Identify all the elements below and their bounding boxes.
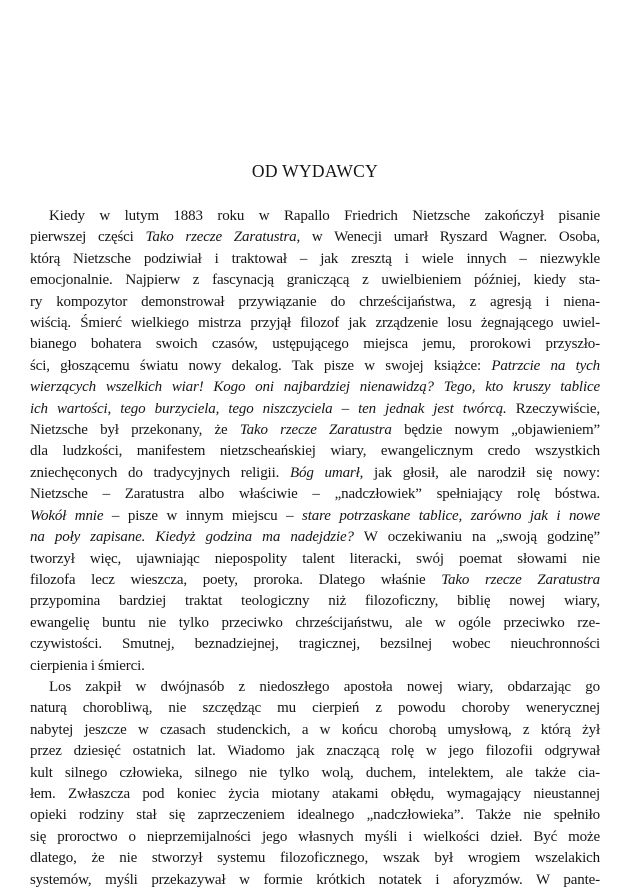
text-run: Los zakpił w dwójnasób z niedoszłego apostoła nowej wiary, obdarzając go [49, 678, 600, 695]
text-line [30, 570, 600, 591]
main-text [30, 206, 600, 891]
text-run: tworzył więc, ujawniając niepospolity talent literacki, swój poemat słowami nie [30, 550, 600, 567]
text-run: systemów, myśli przekazywał w formie krótkich notatek i aforyzmów. W pante- [30, 871, 600, 888]
text-line [30, 827, 600, 848]
text-run: przez dziesięć ostatnich lat. Wiadomo jak znaczącą rolę w jego filozofii odgrywał [30, 743, 600, 760]
text-run: cierpienia i śmierci. [30, 657, 145, 674]
italic-text: Wokół mnie [30, 507, 104, 524]
italic-text: stare potrzaskane tablice, zarówno jak i nowe [302, 507, 601, 524]
text-line [30, 334, 600, 355]
text-line [30, 420, 600, 441]
italic-text: Tako rzecze Zaratustra [441, 571, 600, 588]
italic-text: ich wartości, tego burzyciela, tego niszczyciela – ten jednak jest twórcą. [30, 400, 507, 417]
text-line [30, 634, 600, 655]
text-run: pierwszej części [30, 229, 146, 246]
text-line [30, 698, 600, 719]
text-run: – pisze w innym miejscu – [103, 507, 303, 524]
text-line [30, 870, 600, 891]
text-line [30, 549, 600, 570]
text-line [30, 463, 600, 484]
page-title: OD WYDAWCY [251, 161, 379, 181]
text-line [30, 805, 600, 826]
text-run: dla ludzkości, manifestem nietzscheańskiej wiary, ewangelicznym credo wszystkich [30, 443, 600, 460]
text-run: dlatego, że nie stworzył systemu filozoficznego, wszak był wrogiem wszelakich [30, 850, 600, 867]
italic-text: na poły zapisane. Kiedyż godzina ma nadejdzie? [30, 529, 354, 546]
text-line [30, 206, 600, 227]
text-run: ewangelię buntu nie tylko przeciwko chrześcijaństwu, ale w ogóle przeciwko rze- [30, 614, 600, 631]
text-run: W oczekiwaniu na „swoją godzinę” [353, 529, 600, 546]
text-run: zniechęconych do tradycyjnych religii. [30, 464, 291, 481]
text-line [30, 506, 600, 527]
text-line [30, 741, 600, 762]
italic-text: Tako rzecze Zaratustra [145, 229, 297, 246]
text-line [30, 720, 600, 741]
text-run: łem. Zwłaszcza pod koniec życia miotany atakami obłędu, wymagający nieustannej [30, 785, 600, 802]
text-line [30, 613, 600, 634]
text-line [30, 763, 600, 784]
text-line [30, 356, 600, 377]
text-run: Nietzsche – Zaratustra albo właściwie – „nadczłowiek” spełniający rolę bóstwa. [30, 486, 600, 503]
text-line [30, 227, 600, 248]
text-line [30, 441, 600, 462]
text-run: którą Nietzsche podziwiał i traktował – jak zresztą i wiele innych – niezwykle [30, 250, 600, 267]
text-run: ry kompozytor demonstrował przywiązanie do chrześcijaństwa, z agresją i niena- [30, 293, 600, 310]
text-run: bianego bohatera swoich czasów, ustępującego miejsca jemu, prorokowi przyszło- [30, 336, 600, 353]
italic-text: Tako rzecze Zaratustra [239, 422, 392, 439]
text-run: filozofa lecz wieszcza, poety, proroka. Dlatego właśnie [30, 571, 442, 588]
text-line [30, 656, 600, 677]
text-line [30, 591, 600, 612]
text-run: , w Wenecji umarł Ryszard Wagner. Osoba, [296, 229, 601, 246]
text-run: opieki rodziny stał się zaprzeczeniem idealnego „nadczłowieka”. Także nie spełniło [30, 807, 600, 824]
text-run: naturą chorobliwą, nie szczędząc mu cierpień z powodu choroby wenerycznej [30, 700, 600, 717]
text-line [30, 527, 600, 548]
text-run: Kiedy w lutym 1883 roku w Rapallo Friedrich Nietzsche zakończył pisanie [49, 208, 600, 224]
text-run: Nietzsche był przekonany, że [30, 422, 240, 439]
text-run: będzie nowym „objawieniem” [391, 422, 601, 439]
text-paragraph [30, 206, 600, 677]
text-run: się proroctwo o nieprzemijalności jego własnych myśli i wielkości dzieł. Być może [30, 828, 600, 845]
text-line [30, 399, 600, 420]
text-paragraph [30, 677, 600, 891]
italic-text: Patrzcie na tych [491, 357, 600, 374]
text-run: przypomina bardziej traktat teologiczny niż filozoficzny, biblię nowej wiary, [30, 593, 600, 610]
text-run: Rzeczywiście, [506, 400, 600, 417]
text-run: nabytej jeszcze w czasach studenckich, a w końcu chorobą umysłową, z którą żył [30, 721, 600, 738]
text-line [30, 677, 600, 698]
text-line [30, 292, 600, 313]
text-line [30, 784, 600, 805]
text-run: kult silnego człowieka, silnego nie tylko wolą, duchem, intelektem, ale także cia- [30, 764, 600, 781]
text-line [30, 270, 600, 291]
italic-text: Bóg umarł [290, 464, 360, 481]
text-line [30, 848, 600, 869]
italic-text: wierzących wszelkich wiar! Kogo oni najbardziej nienawidzą? Tego, kto kruszy tablice [30, 379, 600, 396]
text-line [30, 484, 600, 505]
text-run: wiścią. Śmierć wielkiego mistrza przyjął filozof jak zrządzenie losu żegnającego uwiel- [30, 315, 600, 332]
text-line [30, 313, 600, 334]
text-run: ści, głoszącemu światu nowy dekalog. Tak pisze w swojej książce: [30, 357, 492, 374]
text-run: emocjonalnie. Najpierw z fascynacją graniczącą z uwielbieniem później, kiedy sta- [30, 272, 600, 289]
text-line [30, 377, 600, 398]
text-run: , jak głosił, ale narodził się nowy: [359, 464, 600, 481]
text-line [30, 249, 600, 270]
text-run: czywistości. Smutnej, beznadziejnej, tragicznej, bezsilnej wobec nieuchronności [30, 636, 600, 653]
